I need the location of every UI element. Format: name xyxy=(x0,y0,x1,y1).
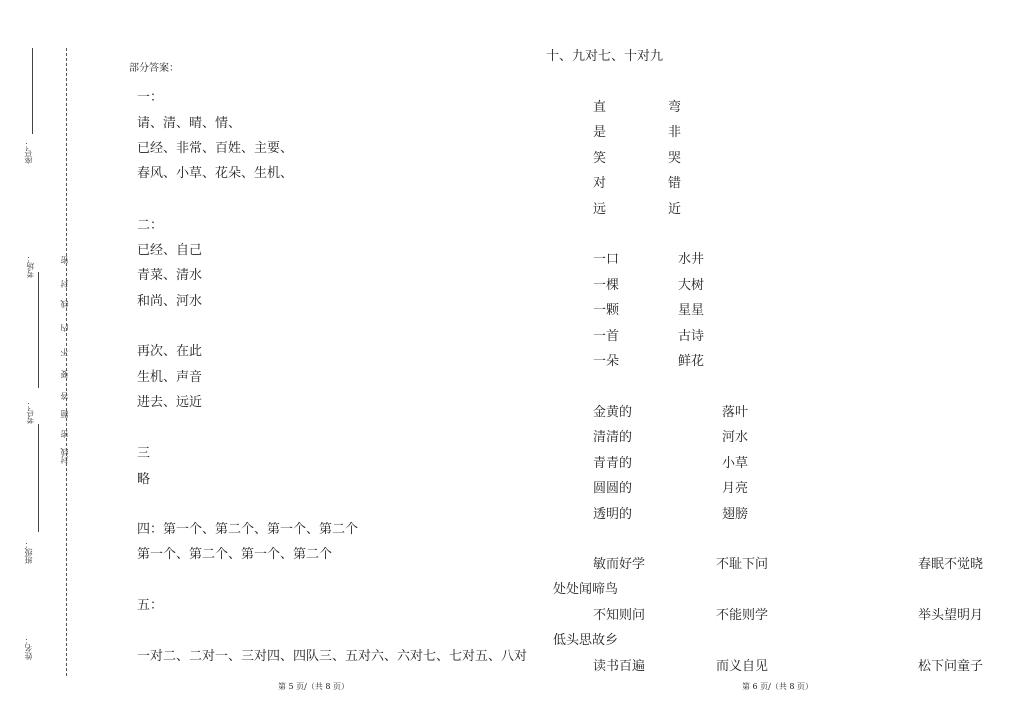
answer-line: 第一个、第二个、第一个、第二个 xyxy=(137,547,333,562)
poem-phrase: 不知则问 xyxy=(593,608,646,623)
poem-wrap-line: 低头思故乡 xyxy=(553,633,619,648)
measure-word: 一首 xyxy=(593,329,620,344)
margin-line-3 xyxy=(38,424,39,532)
opposite-word: 哭 xyxy=(668,151,682,166)
section-heading: 十、九对七、十对九 xyxy=(546,49,664,64)
seal-char: 密 xyxy=(60,430,69,438)
seal-char: 答 xyxy=(60,392,69,400)
measure-noun: 古诗 xyxy=(678,329,705,344)
answer-line: 一对二、二对一、三对四、四队三、五对六、六对七、七对五、八对 xyxy=(137,649,528,664)
margin-field-examno: 考号： xyxy=(26,400,35,424)
answer-line: 二： xyxy=(137,218,164,233)
seal-char: 内 xyxy=(60,324,69,332)
poem-phrase: 不耻下问 xyxy=(716,557,769,572)
poem-phrase: 敏而好学 xyxy=(593,557,646,572)
opposite-word: 弯 xyxy=(668,100,682,115)
measure-word: 一朵 xyxy=(593,354,620,369)
poem-phrase: 举头望明月 xyxy=(918,608,984,623)
measure-word: 一口 xyxy=(593,252,620,267)
answer-line: 三 xyxy=(137,446,151,461)
adjective-noun: 小草 xyxy=(722,456,749,471)
measure-noun: 水井 xyxy=(678,252,705,267)
margin-field-name: 姓名： xyxy=(24,636,33,660)
opposite-word: 是 xyxy=(593,125,607,140)
poem-phrase: 春眠不觉晓 xyxy=(918,557,984,572)
opposite-word: 笑 xyxy=(593,151,607,166)
measure-noun: 星星 xyxy=(678,303,705,318)
poem-wrap-line: 处处闻啼鸟 xyxy=(553,582,619,597)
opposite-word: 近 xyxy=(668,202,682,217)
opposite-word: 对 xyxy=(593,176,607,191)
answers-heading: 部分答案： xyxy=(129,63,179,74)
answer-line: 生机、声音 xyxy=(137,370,203,385)
seal-char: 线 xyxy=(60,300,69,308)
margin-field-class: 班级： xyxy=(24,540,33,564)
opposite-word: 远 xyxy=(593,202,607,217)
margin-field-room: 考场： xyxy=(26,254,35,278)
seal-char: 题 xyxy=(60,410,69,418)
adjective-noun: 河水 xyxy=(722,430,749,445)
adjective-noun: 落叶 xyxy=(722,405,749,420)
answer-line: 和尚、河水 xyxy=(137,294,203,309)
adjective-noun: 月亮 xyxy=(722,481,749,496)
seal-char: 封 xyxy=(60,280,69,288)
answer-line: 四：第一个、第二个、第一个、第二个 xyxy=(137,522,359,537)
measure-noun: 鲜花 xyxy=(678,354,705,369)
poem-phrase: 不能则学 xyxy=(716,608,769,623)
answer-line: 进去、远近 xyxy=(137,395,203,410)
page-footer-left: 第 5 页/（共 8 页） xyxy=(278,682,350,691)
margin-field-seat: 座号： xyxy=(24,140,33,164)
opposite-word: 直 xyxy=(593,100,607,115)
measure-word: 一棵 xyxy=(593,278,620,293)
opposite-word: 非 xyxy=(668,125,682,140)
seal-char: 封线 xyxy=(60,448,69,464)
answer-line: 请、清、晴、情、 xyxy=(137,116,242,131)
answer-line: 春风、小草、花朵、生机、 xyxy=(137,166,294,181)
adjective-word: 圆圆的 xyxy=(593,481,633,496)
poem-phrase: 而义自见 xyxy=(716,659,769,674)
answer-line: 已经、非常、百姓、主要、 xyxy=(137,141,294,156)
seal-char: 密 xyxy=(60,256,69,264)
seal-char: 不 xyxy=(60,348,69,356)
measure-noun: 大树 xyxy=(678,278,705,293)
poem-phrase: 松下问童子 xyxy=(918,659,984,674)
answer-line: 再次、在此 xyxy=(137,344,203,359)
answer-line: 五： xyxy=(137,598,164,613)
opposite-word: 错 xyxy=(668,176,682,191)
adjective-word: 青青的 xyxy=(593,456,633,471)
measure-word: 一颗 xyxy=(593,303,620,318)
margin-line-2 xyxy=(38,272,39,388)
answer-line: 一： xyxy=(137,90,164,105)
seal-dashed-line xyxy=(66,48,67,676)
adjective-word: 清清的 xyxy=(593,430,633,445)
page-footer-right: 第 6 页/（共 8 页） xyxy=(742,682,814,691)
answer-line: 青菜、清水 xyxy=(137,268,203,283)
poem-phrase: 读书百遍 xyxy=(593,659,646,674)
adjective-word: 透明的 xyxy=(593,507,633,522)
adjective-word: 金黄的 xyxy=(593,405,633,420)
seal-char: 要 xyxy=(60,370,69,378)
answer-line: 略 xyxy=(137,472,151,487)
margin-line-1 xyxy=(32,48,33,134)
adjective-noun: 翅膀 xyxy=(722,507,749,522)
answer-line: 已经、自己 xyxy=(137,243,203,258)
